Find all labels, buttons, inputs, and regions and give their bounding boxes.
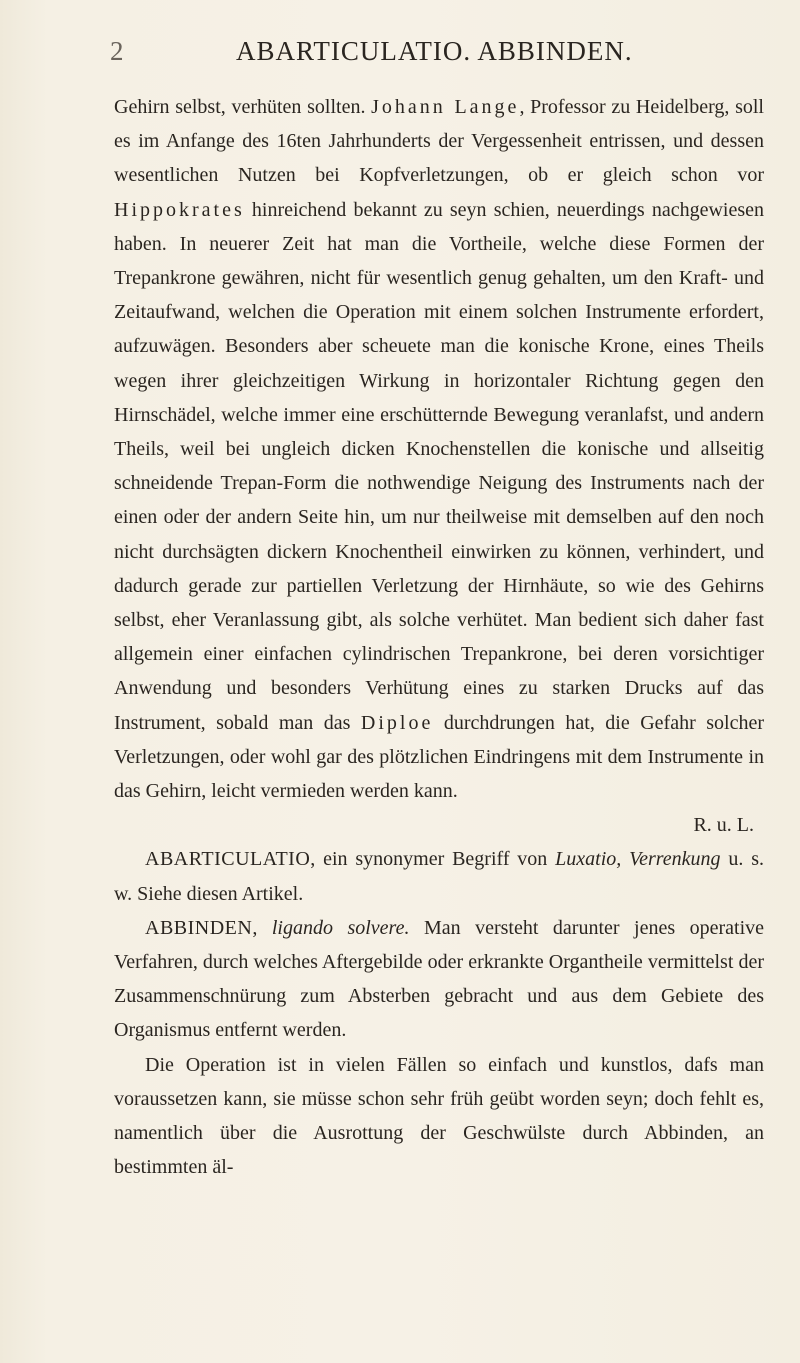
text-run: , [252, 916, 272, 939]
paragraph-continuation [114, 90, 764, 808]
entry-headword: ABARTICULATIO [145, 848, 311, 871]
cross-reference: Verrenkung [629, 848, 721, 871]
running-head: ABARTICULATIO. ABBINDEN. [236, 36, 633, 66]
entry-headword: ABBINDEN [145, 916, 253, 939]
person-name: Johann Lange [371, 96, 520, 118]
page-header [110, 36, 750, 76]
cross-reference: Luxatio, [555, 848, 622, 871]
text-run: u. s. w. Siehe diesen Artikel. [114, 848, 764, 905]
entry-abbinden [114, 911, 764, 1048]
anatomical-term: Diploe [360, 711, 434, 734]
author-signature: R. u. L. [693, 814, 754, 837]
paragraph: Die Operation ist in vielen Fällen so einfach und kunstlos, dafs man voraussetzen kann, sie müsse schon sehr früh geübt worden seyn; doch fehlt es, namentlich über die Ausrottung der Geschwülste durch Abbinden, an bestimmten äl- [114, 1053, 764, 1179]
text-run: Gehirn selbst, verhüten sollten. [114, 96, 372, 118]
body-text [114, 90, 764, 1185]
person-name: Hippokrates [114, 198, 245, 221]
latin-term: ligando solvere. [271, 916, 410, 939]
text-run: , Professor zu Heidelberg, soll es im Anfange des 16ten Jahrhunderts der Vergessenheit entrissen, und dessen wesentlichen Nutzen bei Kopfverletzungen, ob er gleich schon vor [114, 96, 764, 187]
entry-abarticulatio [114, 842, 764, 910]
text-run: , ein synonymer Begriff von [310, 848, 556, 871]
text-run: Man versteht darunter jenes operative Verfahren, durch welches Aftergebilde oder erkrankte Organtheile vermittelst der Zusammenschnürung zum Absterben gebracht und aus dem Gebiete des Organismus entfernt werden. [114, 916, 765, 1042]
page-number: 2 [110, 36, 124, 66]
text-run: hinreichend bekannt zu seyn schien, neuerdings nachgewiesen haben. In neuerer Zeit hat man die Vortheile, welche diese Formen der Trepankrone gewähren, nicht für wesentlich genug gehalten, um den Kraft- und Zeitaufwand, welchen die Operation mit einem solchen Instrumente erfordert, aufzuwägen. Besonders aber scheuete man die konische Krone, eines Theils wegen ihrer gleichzeitigen Wirkung in horizontaler Richtung gegen den Hirnschädel, welche immer eine erschütternde Bewegung veranlafst, und andern Theils, weil bei ungleich dicken Knochenstellen die konische und allseitig schneidende Trepan-Form die nothwendige Neigung des Instruments nach der einen oder der andern Seite hin, um nur theilweise mit demselben auf den noch nicht durchsägten dickern Knochentheil einwirken zu können, verhindert, und dadurch gerade zur partiellen Verletzung der Hirnhäute, so wie des Gehirns selbst, eher Veranlassung gibt, als solche verhütet. Man bedient sich daher fast allgemein einer einfachen cylindrischen Trepankrone, bei deren vorsichtiger Anwendung und besonders Verhütung eines zu starken Drucks auf das Instrument, sobald man das [114, 198, 764, 734]
text-run: durchdrungen hat, die Gefahr solcher Verletzungen, oder wohl gar des plötzlichen Eindringens mit dem Instrumente in das Gehirn, leicht vermieden werden kann. [114, 711, 764, 803]
